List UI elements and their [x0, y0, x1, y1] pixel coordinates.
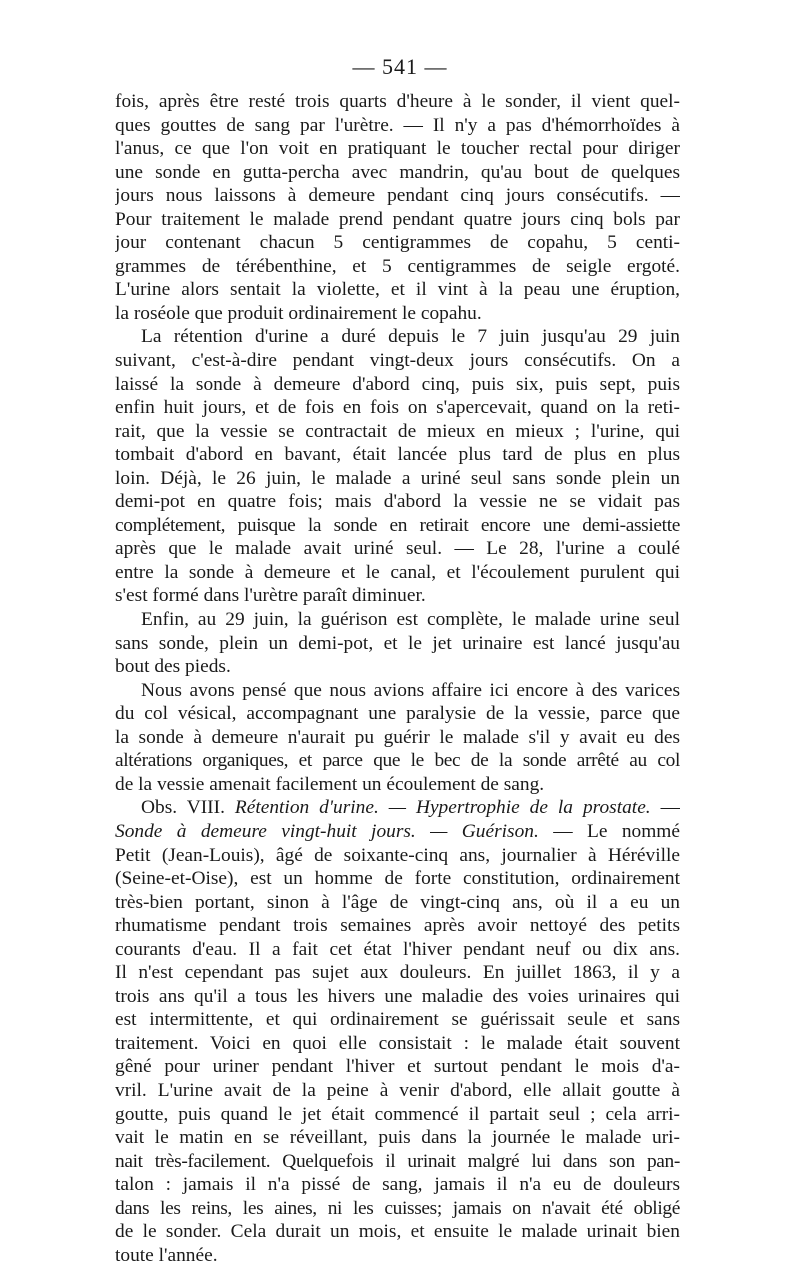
text-line: goutte, puis quand le jet était commencé il partait seul ; cela arri-	[115, 1103, 680, 1125]
text-line: bout des pieds.	[115, 656, 231, 678]
text-line: l'anus, ce que l'on voit en pratiquant le toucher rectal pour diriger	[115, 138, 680, 160]
text-line: talon : jamais il n'a pissé de sang, jamais il n'a eu de douleurs	[115, 1174, 680, 1196]
observation-heading-line-2	[115, 820, 680, 844]
text-line: La rétention d'urine a duré depuis le 7 juin jusqu'au 29 juin	[141, 326, 680, 348]
text-line: demi-pot en quatre fois; mais d'abord la vessie ne se vidait pas	[115, 491, 680, 513]
text-line: Il n'est cependant pas sujet aux douleurs. En juillet 1863, il y a	[115, 962, 680, 984]
text-line: gêné pour uriner pendant l'hiver et surtout pendant le mois d'a-	[115, 1056, 680, 1078]
observation-label: Obs. VIII.	[141, 797, 225, 819]
observation-title: Rétention d'urine. — Hypertrophie de la prostate.	[234, 797, 651, 819]
text-line: tombait d'abord en bavant, était lancée plus tard de plus en plus	[115, 444, 680, 466]
text-line: sans sonde, plein un demi-pot, et le jet urinaire est lancé jusqu'au	[115, 632, 680, 654]
text-line: Enfin, au 29 juin, la guérison est complète, le malade urine seul	[141, 609, 680, 631]
text-line: suivant, c'est-à-dire pendant vingt-deux jours consécutifs. On a	[115, 350, 680, 372]
text-line: traitement. Voici en quoi elle consistait : le malade était souvent	[115, 1032, 680, 1054]
text-line: Pour traitement le malade prend pendant quatre jours cinq bols par	[115, 208, 680, 230]
text-line: (Seine-et-Oise), est un homme de forte constitution, ordinairement	[115, 868, 680, 890]
body-text	[115, 90, 680, 1267]
text-line: toute l'année.	[115, 1244, 218, 1266]
text-line: loin. Déjà, le 26 juin, le malade a uriné seul sans sonde plein un	[115, 467, 680, 489]
text-line: ques gouttes de sang par l'urètre. — Il n'y a pas d'hémorrhoïdes à	[115, 114, 680, 136]
text-line: trois ans qu'il a tous les hivers une maladie des voies urinaires qui	[115, 985, 680, 1007]
text-line: courants d'eau. Il a fait cet état l'hiver pendant neuf ou dix ans.	[115, 938, 680, 960]
page-number: — 541 —	[352, 54, 448, 79]
text-line: Petit (Jean-Louis), âgé de soixante-cinq ans, journalier à Héréville	[115, 844, 680, 866]
text-line: entre la sonde à demeure et le canal, et l'écoulement purulent qui	[115, 561, 680, 583]
text-line: complétement, puisque la sonde en retirait encore une demi-assiette	[115, 514, 680, 536]
text-line: rait, que la vessie se contractait de mieux en mieux ; l'urine, qui	[115, 420, 680, 442]
text-line: s'est formé dans l'urètre paraît diminuer.	[115, 585, 426, 607]
text-line: jour contenant chacun 5 centigrammes de copahu, 5 centi-	[115, 232, 680, 254]
text-line: de la vessie amenait facilement un écoulement de sang.	[115, 773, 545, 795]
text-line: fois, après être resté trois quarts d'heure à le sonder, il vient quel-	[115, 91, 680, 112]
text-line: la roséole que produit ordinairement le copahu.	[115, 302, 482, 324]
text-line: rhumatisme pendant trois semaines après avoir nettoyé des petits	[115, 915, 680, 937]
text-line: très-bien portant, sinon à l'âge de vingt-cinq ans, où il a eu un	[115, 891, 680, 913]
text-line: après que le malade avait uriné seul. — Le 28, l'urine a coulé	[115, 538, 680, 560]
observation-heading-tail: — Le nommé	[538, 820, 680, 842]
text-line: vril. L'urine avait de la peine à venir d'abord, elle allait goutte à	[115, 1079, 680, 1101]
text-line: la sonde à demeure n'aurait pu guérir le malade s'il y avait eu des	[115, 726, 680, 748]
text-line: L'urine alors sentait la violette, et il vint à la peau une éruption,	[115, 279, 680, 301]
observation-heading-line-1	[115, 796, 680, 820]
text-line: laissé la sonde à demeure d'abord cinq, puis six, puis sept, puis	[115, 373, 680, 395]
text-line: du col vésical, accompagnant une paralysie de la vessie, parce que	[115, 703, 680, 725]
text-line: nait très-facilement. Quelquefois il urinait malgré lui dans son pan-	[115, 1150, 680, 1172]
observation-subtitle: Sonde à demeure vingt-huit jours. — Guérison.	[115, 820, 539, 842]
text-line: grammes de térébenthine, et 5 centigrammes de seigle ergoté.	[115, 255, 680, 277]
text-line: dans les reins, les aines, ni les cuisses; jamais on n'avait été obligé	[115, 1197, 680, 1219]
observation-dash: —	[650, 797, 680, 819]
text-line: enfin huit jours, et de fois en fois on s'apercevait, quand on la reti-	[115, 397, 680, 419]
text-line: est intermittente, et qui ordinairement se guérissait seule et sans	[115, 1009, 680, 1031]
text-line: Nous avons pensé que nous avions affaire ici encore à des varices	[141, 679, 680, 701]
text-line: de le sonder. Cela durait un mois, et ensuite le malade urinait bien	[115, 1221, 680, 1243]
text-line: vait le matin en se réveillant, puis dans la journée le malade uri-	[115, 1127, 680, 1149]
text-line: une sonde en gutta-percha avec mandrin, qu'au bout de quelques	[115, 161, 680, 183]
text-line: jours nous laissons à demeure pendant cinq jours consécutifs. —	[115, 185, 680, 207]
text-line: altérations organiques, et parce que le bec de la sonde arrêté au col	[115, 750, 680, 772]
